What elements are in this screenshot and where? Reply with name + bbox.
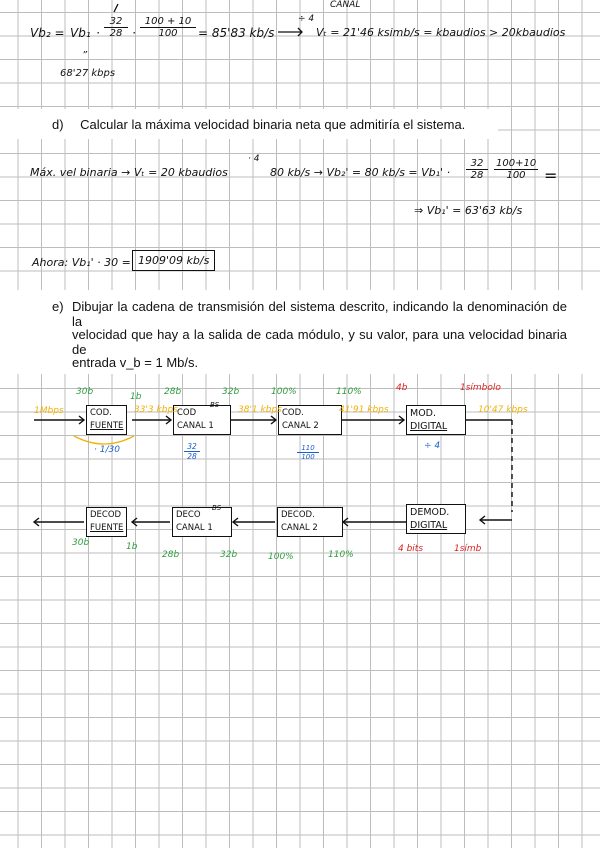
label-1b: 1b <box>130 392 142 402</box>
equal-mark: ” <box>82 50 88 61</box>
frac-110-100-blue <box>297 444 319 461</box>
block-cod-canal-1 <box>173 405 231 435</box>
frac-num: 32 <box>466 158 488 170</box>
question-e-line1: Dibujar la cadena de transmisión del sistema descrito, indicando la denominación de la <box>72 299 567 329</box>
block-line: CANAL 2 <box>282 421 319 431</box>
vb1-prime-result: ⇒ Vb₁' = 63'63 kb/s <box>414 204 523 217</box>
frac-den: 100 <box>301 453 315 461</box>
block-line: COD <box>177 408 197 418</box>
block-line: DECOD. <box>281 510 315 520</box>
question-d: d) Calcular la máxima velocidad binaria neta que admitiría el sistema. <box>52 117 466 132</box>
vb2-lhs: Vb₂ = <box>30 26 65 40</box>
vt-result: Vₜ = 21'46 ksimb/s = kbaudios > 20kbaudios <box>316 26 566 39</box>
block-line: MOD. <box>410 408 437 419</box>
block-line: DECOD <box>90 510 122 520</box>
block-demod-digital <box>406 504 466 534</box>
bs-tag: BS <box>212 504 222 512</box>
block-cod-canal-2 <box>278 405 342 435</box>
block-line: COD. <box>282 408 304 418</box>
label-110pct: 110% <box>336 387 362 397</box>
block-line: DIGITAL <box>410 520 448 531</box>
input-rate: 1Mbps <box>34 406 64 416</box>
label-4b: 4b <box>396 383 408 393</box>
frac-num: 32 <box>184 442 200 452</box>
arrow-note: ÷ 4 <box>298 14 315 24</box>
frac-den: 28 <box>470 170 484 181</box>
block-line: CANAL 1 <box>177 421 214 431</box>
block-deco-canal-1 <box>172 507 232 537</box>
vb2-prime-line: 80 kb/s → Vb₂' = 80 kb/s = Vb₁' · <box>270 166 451 179</box>
block-line: DEMOD. <box>410 507 450 518</box>
label-110pct: 110% <box>328 550 354 560</box>
block-line: CANAL 1 <box>176 523 213 533</box>
rate-after-mod: 10'47 kbps <box>478 405 528 415</box>
dot: · <box>96 26 100 40</box>
curved-arrow <box>74 436 134 444</box>
label-100pct: 100% <box>268 552 294 562</box>
rate-after-fuente: 33'3 kbps <box>134 405 178 415</box>
div-30: · 1/30 <box>94 445 120 455</box>
frac-num: 110 <box>297 444 319 453</box>
frac-num: 32 <box>104 16 128 28</box>
question-e-label: e) <box>52 299 64 314</box>
ahora-result-box: 1909'09 kb/s <box>132 250 215 271</box>
vb2-result: = 85'83 kb/s <box>198 26 275 40</box>
block-mod-digital <box>406 405 466 435</box>
frac-den: 100 <box>158 28 178 39</box>
label-30b: 30b <box>76 387 94 397</box>
bs-tag: BS <box>210 401 220 409</box>
frac-32-28-blue <box>184 442 200 461</box>
question-e-line3: entrada v_b = 1 Mb/s. <box>72 355 199 370</box>
block-line: CANAL 2 <box>281 523 318 533</box>
label-28b: 28b <box>162 550 180 560</box>
label-1simb: 1símb <box>454 544 482 554</box>
block-line: DIGITAL <box>410 421 448 432</box>
label-1simbolo: 1símbolo <box>460 383 501 393</box>
rate-after-canal2: 41'91 kbps <box>339 405 389 415</box>
equals-sign: = <box>544 166 558 185</box>
label-32b: 32b <box>222 387 240 397</box>
block-line: COD. <box>90 408 112 418</box>
block-decod-canal-2 <box>277 507 343 537</box>
label-1b: 1b <box>126 542 138 552</box>
block-decod-fuente <box>86 507 127 537</box>
div-4: ÷ 4 <box>424 441 441 451</box>
block-line: FUENTE <box>90 421 124 431</box>
frac-num: 100 + 10 <box>140 16 196 28</box>
ahora-label: Ahora: Vb₁' · 30 = <box>32 256 131 269</box>
label-28b: 28b <box>164 387 182 397</box>
label-100pct: 100% <box>271 387 297 397</box>
label-4bits: 4 bits <box>398 544 424 554</box>
block-line: DECO <box>176 510 201 520</box>
label-32b: 32b <box>220 550 238 560</box>
label-30b: 30b <box>72 538 90 548</box>
top-note: CANAL <box>330 0 361 10</box>
max-vel-line: Máx. vel binaria → Vₜ = 20 kbaudios <box>30 166 228 179</box>
mult-four: · 4 <box>248 154 260 164</box>
vb1-term: Vb₁ <box>70 26 91 40</box>
rate-after-canal1: 38'1 kbps <box>238 405 282 415</box>
block-line: FUENTE <box>90 523 124 533</box>
frac-num: 100+10 <box>496 158 537 169</box>
question-e-line2: velocidad que hay a la salida de cada módulo, y su valor, para una velocidad binaria de <box>72 327 567 357</box>
frac-den: 100 <box>506 170 526 181</box>
vb1-value: 68'27 kbps <box>60 68 116 79</box>
frac-den: 28 <box>187 452 197 461</box>
block-cod-fuente <box>86 405 127 435</box>
frac-den: 28 <box>109 28 123 39</box>
dot: · <box>132 26 136 40</box>
